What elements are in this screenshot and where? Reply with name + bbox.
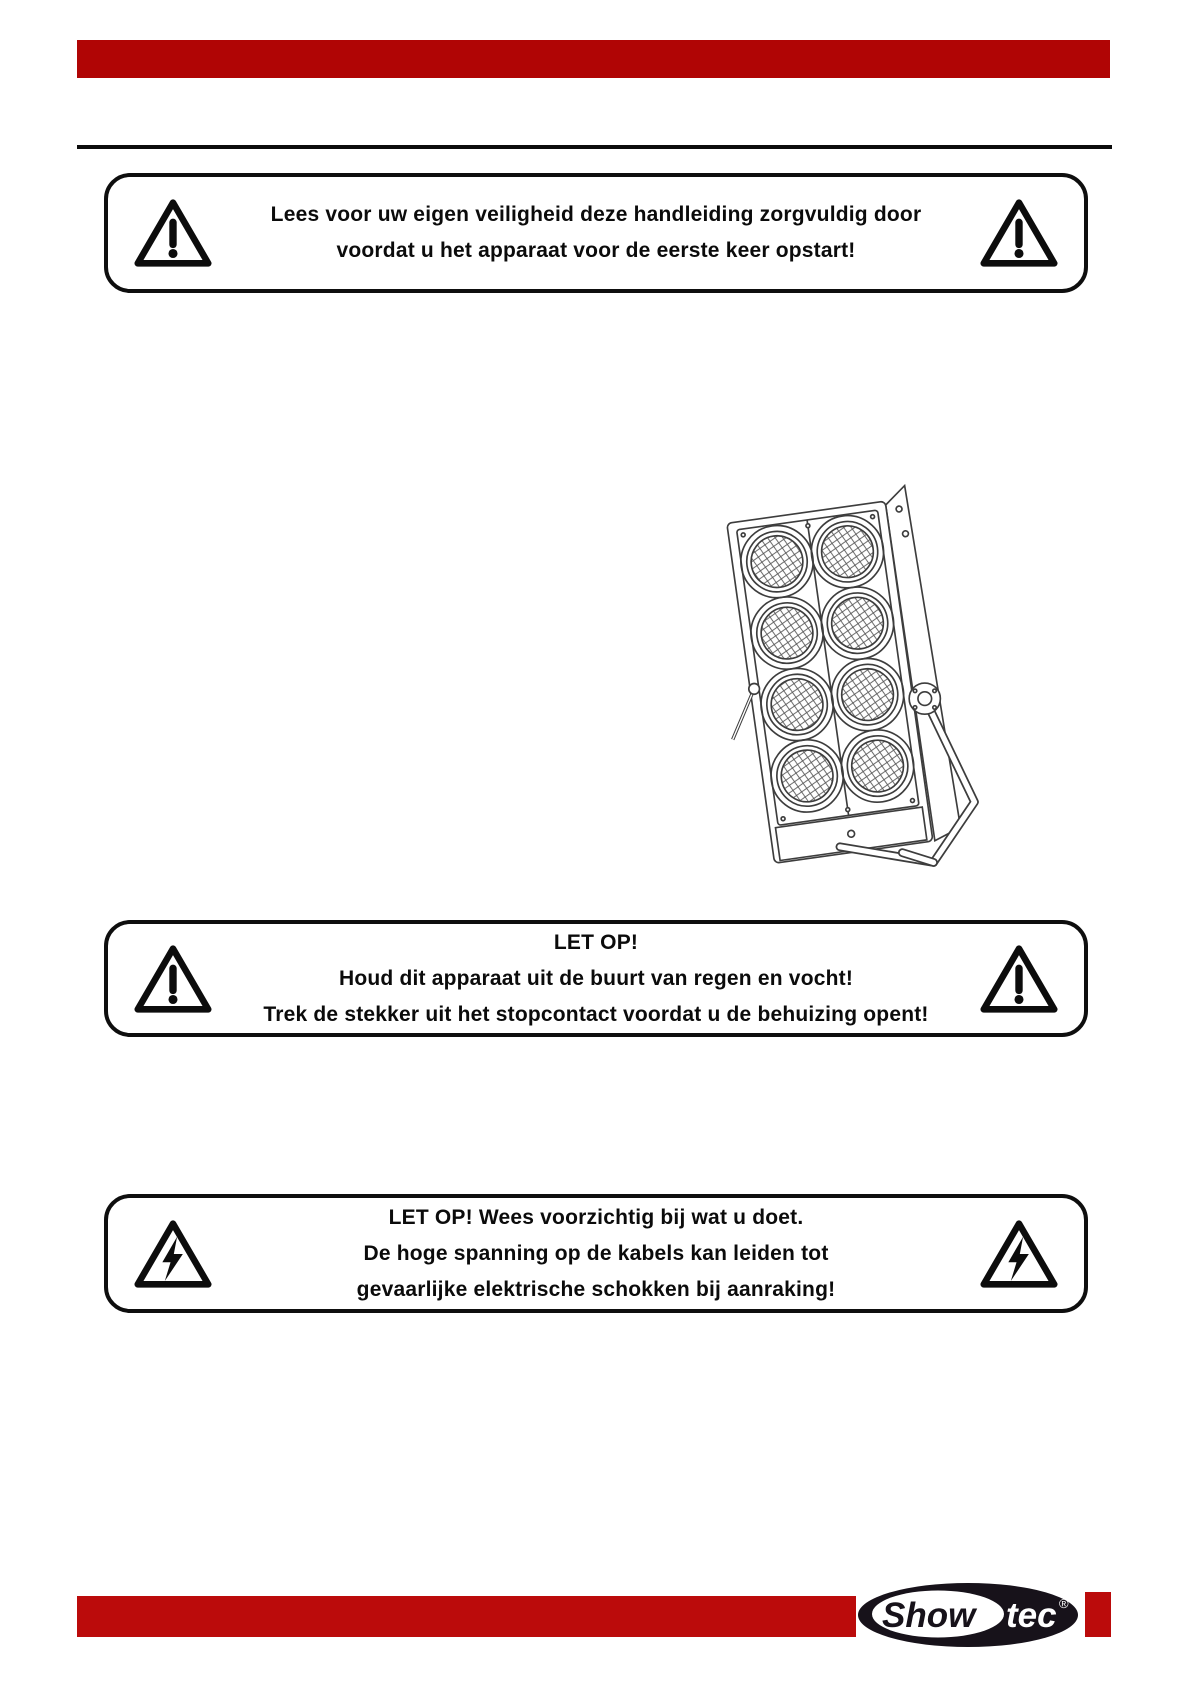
warning-box-high-voltage [104, 1194, 1088, 1313]
warning-line: Houd dit apparaat uit de buurt van regen en vocht! [338, 966, 854, 990]
registered-trademark-icon: ® [1059, 1596, 1069, 1611]
blinder-fixture-illustration [682, 482, 994, 886]
warning-box-moisture [104, 920, 1088, 1037]
warning-line: LET OP! [553, 930, 639, 954]
warning-line: De hoge spanning op de kabels kan leiden tot [363, 1241, 829, 1265]
high-voltage-icon [978, 1217, 1060, 1291]
warning-text-moisture [228, 925, 964, 1033]
showtec-logo-word1: Show [882, 1596, 976, 1635]
warning-exclamation-icon [978, 196, 1060, 270]
warning-text-read-manual [228, 197, 964, 269]
warning-line: voordat u het apparaat voor de eerste keer opstart! [336, 239, 856, 262]
showtec-logo [856, 1582, 1080, 1648]
showtec-logo-word2: tec [1006, 1596, 1057, 1635]
warning-line: LET OP! Wees voorzichtig bij wat u doet. [388, 1205, 804, 1229]
warning-exclamation-icon [978, 942, 1060, 1016]
footer-red-bar-segment [1085, 1592, 1111, 1637]
warning-exclamation-icon [132, 942, 214, 1016]
warning-exclamation-icon [132, 196, 214, 270]
high-voltage-icon [132, 1217, 214, 1291]
header-red-bar [77, 40, 1110, 78]
header-rule [77, 145, 1112, 149]
warning-line: Trek de stekker uit het stopcontact voordat u de behuizing opent! [263, 1002, 929, 1026]
warning-box-read-manual [104, 173, 1088, 293]
warning-line: gevaarlijke elektrische schokken bij aanraking! [356, 1277, 836, 1301]
warning-text-high-voltage [228, 1200, 964, 1308]
footer-red-bar [77, 1596, 856, 1637]
warning-line: Lees voor uw eigen veiligheid deze handleiding zorgvuldig door [270, 203, 922, 226]
